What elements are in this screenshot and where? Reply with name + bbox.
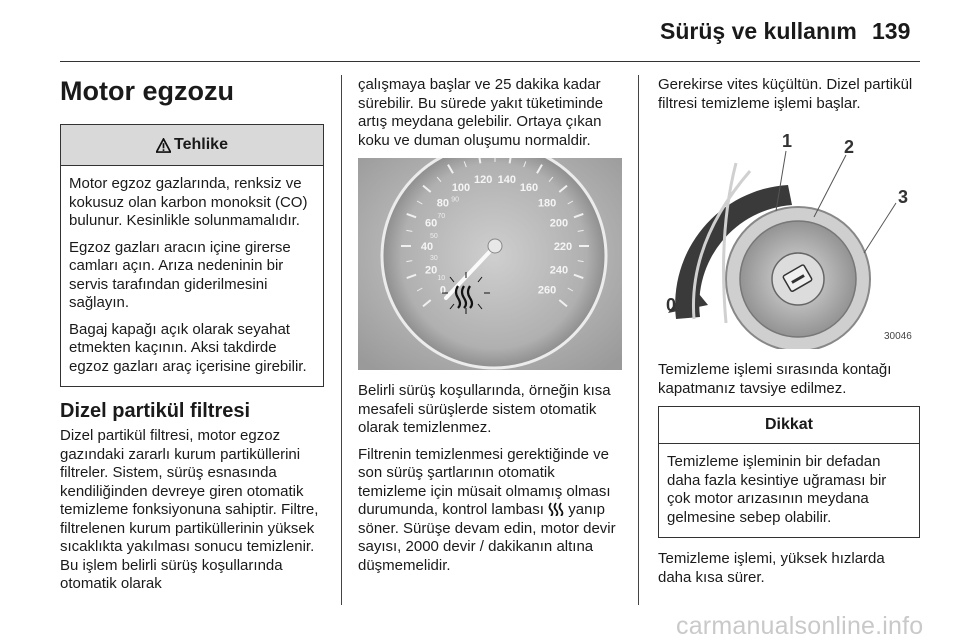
- speedometer-label: 200: [549, 217, 569, 230]
- body-text: yanıp söner. Sürüşe devam edin, motor devir sayısı, 2000 devir / dakikanın altına düşmemelidir.: [358, 501, 616, 574]
- speedometer-label: 100: [451, 182, 471, 195]
- page-number: 139: [872, 18, 911, 44]
- body-paragraph: Belirli sürüş koşullarında, örneğin kısa mesafeli sürüşlerde sistem otomatik olarak temizlenmez.: [358, 382, 611, 436]
- body-paragraph: Dizel partikül filtresi, motor egzoz gazındaki zararlı kurum partiküllerini filtreler. Sistem, sürüş esnasında kendiliğinden devreye giren otomatik temizleme fonksiyonuna sahiptir. Filtre, filtrelenen kurum partiküllerinin yüksek sıcaklıkta yakılması sonucu temizlenir. Bu işlem belirli sürüş koşullarında otomatik olarak: [60, 427, 319, 592]
- column-left: [60, 76, 324, 602]
- speedometer-label: 20: [424, 264, 438, 277]
- speedometer-label: 260: [537, 284, 557, 297]
- warning-triangle-icon: [156, 138, 171, 153]
- notice-box: [658, 406, 920, 538]
- header-rule: [60, 61, 920, 62]
- ignition-position-0: 0: [666, 295, 677, 315]
- figure-code: 30046: [884, 331, 912, 342]
- page-title: Motor egzozu: [60, 76, 234, 106]
- speedometer-label: 160: [519, 182, 539, 195]
- speedometer-label: 0: [439, 284, 446, 297]
- speedometer-label: 80: [436, 197, 450, 210]
- column-middle: [358, 76, 624, 583]
- column-divider: [341, 75, 342, 605]
- ignition-position-3: 3: [898, 187, 909, 207]
- danger-box-header: [61, 125, 323, 166]
- speedometer-illustration: [358, 158, 622, 370]
- body-text: Filtrenin temizlenmesi gerektiğinde ve son sürüş şartlarının otomatik temizleme için müsait olmamış olması durumunda, kontrol lambası: [358, 445, 611, 518]
- column-right: [658, 76, 920, 595]
- notice-label: Dikkat: [764, 415, 814, 433]
- dpf-lamp-inline-icon: [548, 502, 564, 516]
- watermark: carmanualsonline.info: [676, 612, 924, 640]
- speedometer-small-label: 10: [437, 275, 446, 282]
- speedometer-small-label: 30: [430, 254, 438, 262]
- body-paragraph: Temizleme işlemi sırasında kontağı kapatmanız tavsiye edilmez.: [658, 361, 892, 397]
- ignition-position-1: 1: [782, 131, 793, 151]
- ignition-switch-illustration: [658, 123, 920, 349]
- speedometer-label: 180: [537, 197, 557, 210]
- speedometer-label: 220: [553, 241, 573, 253]
- danger-label: Tehlike: [174, 135, 228, 153]
- danger-paragraph: Egzoz gazları aracın içine girerse camları açın. Arıza nedeninin bir servis tarafından giderilmesini sağlayın.: [69, 238, 291, 311]
- body-paragraph: Gerekirse vites küçültün. Dizel partikül filtresi temizleme işlemi başlar.: [658, 76, 913, 112]
- danger-paragraph: Bagaj kapağı açık olarak seyahat etmekten kaçının. Aksi takdirde egzoz gazları araç içerisine girebilir.: [69, 320, 307, 375]
- notice-paragraph: Temizleme işleminin bir defadan daha fazla kesintiye uğraması bir çok motor arızasının meydana gelmesine sebep olabilir.: [667, 453, 887, 526]
- speedometer-figure: [358, 158, 622, 370]
- running-header-title: Sürüş ve kullanım: [660, 18, 857, 44]
- speedometer-label: 120: [474, 174, 493, 186]
- speedometer-small-label: 50: [430, 233, 438, 241]
- body-paragraph: çalışmaya başlar ve 25 dakika kadar sürebilir. Bu sürede yakıt tüketiminde artış meydana gelebilir. Ortaya çıkan koku ve duman oluşumu normaldir.: [358, 76, 604, 149]
- speedometer-label: 240: [549, 264, 569, 277]
- speedometer-label: 40: [420, 241, 434, 253]
- speedometer-small-label: 70: [437, 213, 446, 220]
- body-paragraph: [358, 446, 624, 576]
- speedometer-label: 60: [424, 217, 438, 230]
- ignition-figure: [658, 123, 920, 349]
- speedometer-small-label: 90: [451, 196, 459, 204]
- column-divider: [638, 75, 639, 605]
- section-heading: Dizel partikül filtresi: [60, 400, 251, 422]
- speedometer-label: 140: [497, 174, 516, 186]
- danger-paragraph: Motor egzoz gazlarında, renksiz ve kokusuz olan karbon monoksit (CO) bulunur. Kesinlikle solunmamalıdır.: [69, 175, 308, 229]
- danger-box: [60, 124, 324, 387]
- notice-box-header: [659, 407, 919, 444]
- ignition-position-2: 2: [844, 137, 855, 157]
- body-paragraph: Temizleme işlemi, yüksek hızlarda daha kısa sürer.: [658, 550, 885, 586]
